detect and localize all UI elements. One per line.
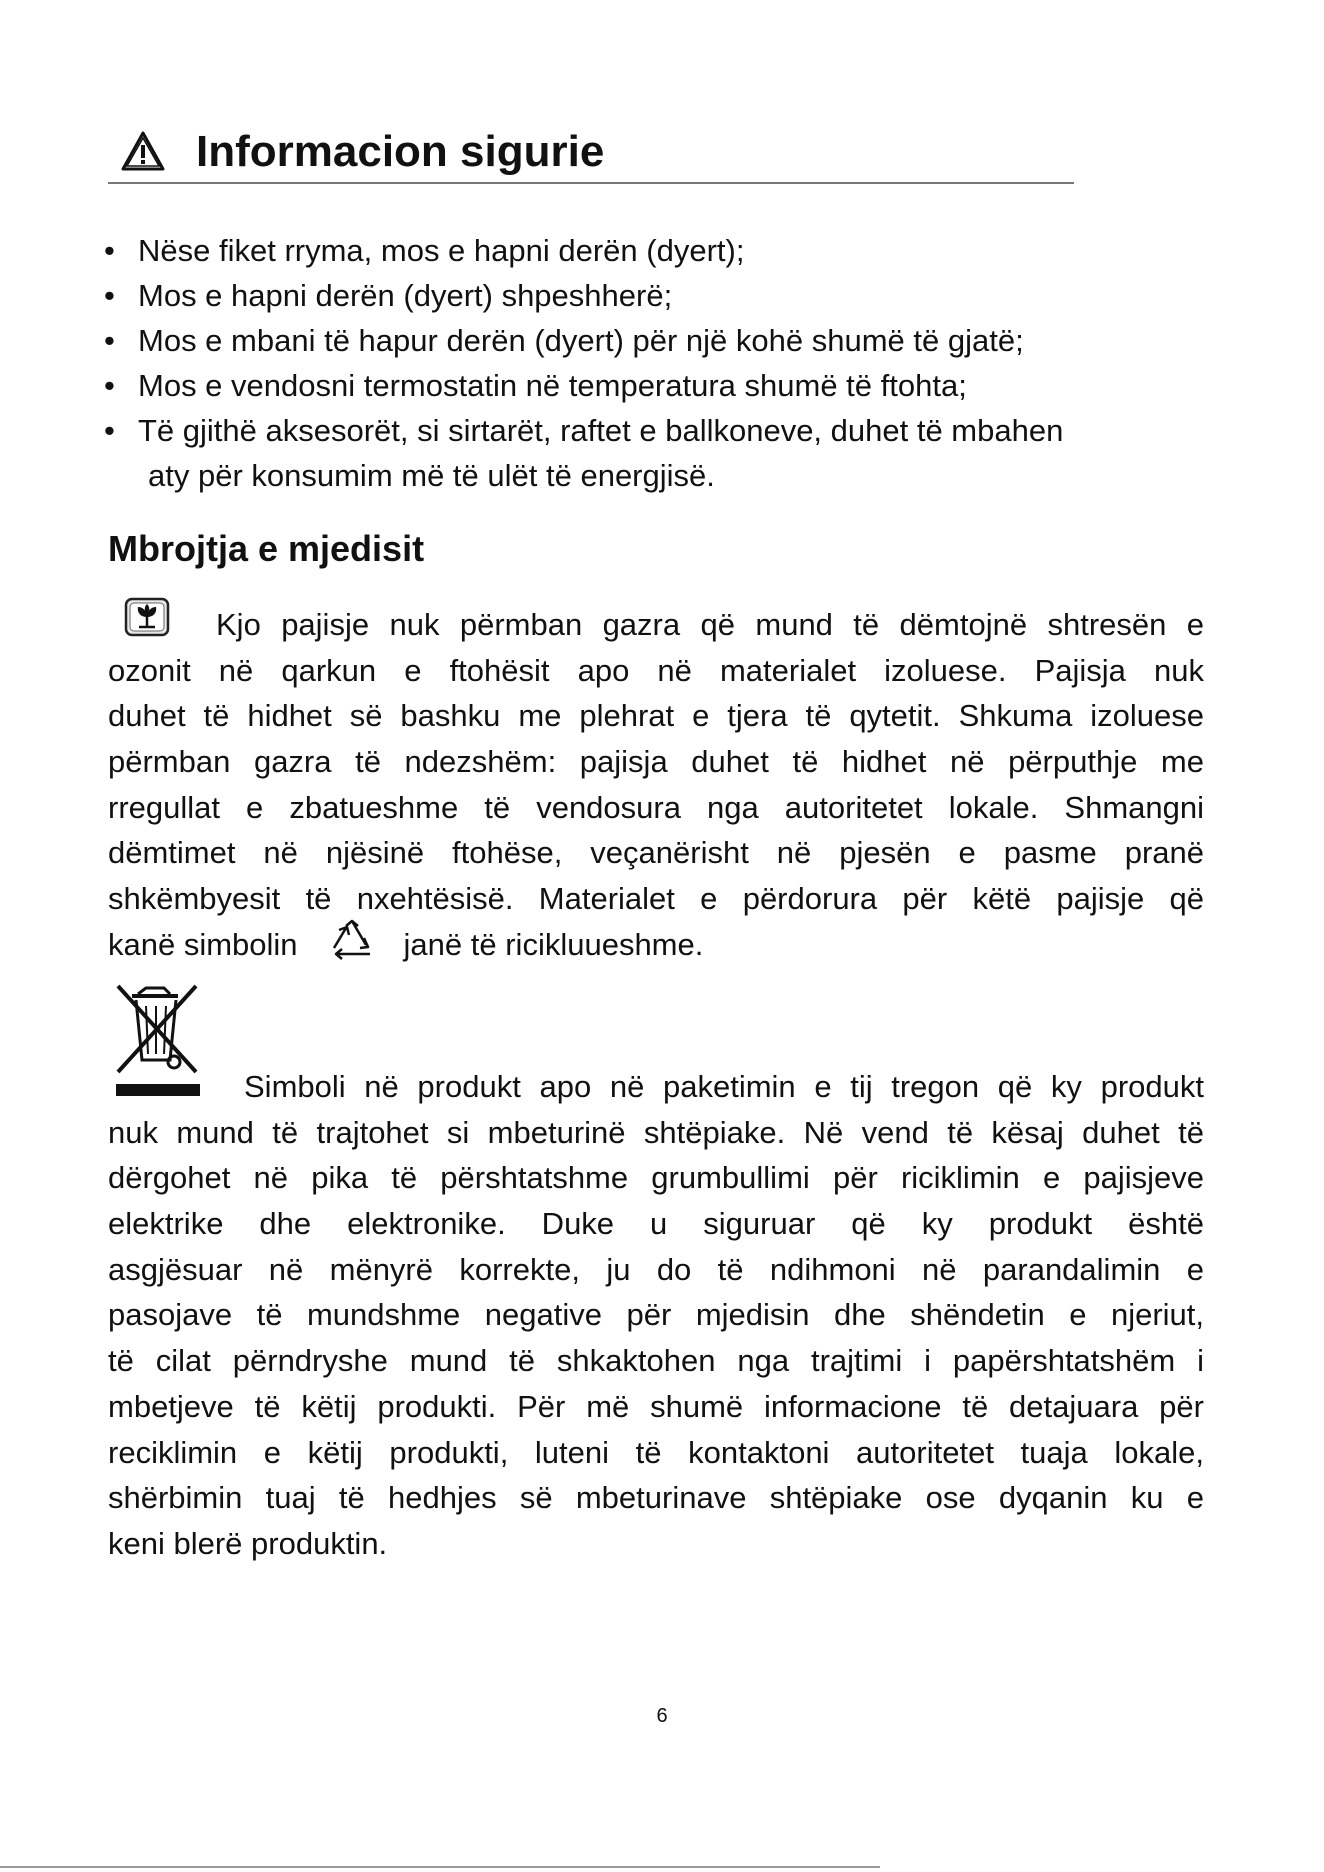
paragraph-line: nuk mund të trajtohet si mbeturinë shtëpiake. Në vend të kësaj duhet të <box>108 1114 1204 1150</box>
paragraph-line: keni blerë produktin. <box>108 1525 388 1561</box>
paragraph-line: përmban gazra të ndezshëm: pajisja duhet të hidhet në përputhje me <box>108 744 1204 780</box>
paragraph-line: elektrike dhe elektronike. Duke u siguruar që ky produkt është <box>108 1206 1204 1242</box>
paragraph-line: shkëmbyesit të nxehtësisë. Materialet e përdorura për këtë pajisje që <box>108 881 1204 917</box>
bottom-divider <box>0 1866 880 1868</box>
page-title: Informacion sigurie <box>196 127 605 176</box>
paragraph-line: të cilat përndryshe mund të shkaktohen nga trajtimi i papërshtatshëm i <box>108 1343 1204 1379</box>
weee-paragraph <box>108 1064 1204 1567</box>
paragraph-line: mbetjeve të këtij produkti. Për më shumë informacione të detajuara për <box>108 1388 1204 1424</box>
safety-bullet-list <box>104 228 1214 498</box>
paragraph-line: shërbimin tuaj të hedhjes së mbeturinave shtëpiake ose dyqanin ku e <box>108 1480 1204 1516</box>
list-item: • Mos e vendosni termostatin në temperatura shumë të ftohta; <box>104 368 967 403</box>
paragraph-line: kanë simbolin janë të ricikluueshme. <box>108 922 1204 968</box>
ozone-paragraph <box>108 602 1204 968</box>
paragraph-line: rregullat e zbatueshme të vendosura nga autoritetet lokale. Shmangni <box>108 789 1204 825</box>
list-item-continuation: aty për konsumim më të ulët të energjisë. <box>148 458 715 493</box>
list-item: • Të gjithë aksesorët, si sirtarët, raftet e ballkoneve, duhet të mbahen aty për konsumim më të ulët të energjisë. <box>104 408 1214 498</box>
list-item: • Mos e mbani të hapur derën (dyert) për një kohë shumë të gjatë; <box>104 323 1024 358</box>
paragraph-line: Kjo pajisje nuk përmban gazra që mund të dëmtojnë shtresën e <box>216 607 1204 642</box>
paragraph-line: pasojave të mundshme negative për mjedisin dhe shëndetin e njeriut, <box>108 1297 1204 1333</box>
paragraph-line: dërgohet në pika të përshtatshme grumbullimi për riciklimin e pajisjeve <box>108 1160 1204 1196</box>
paragraph-line: reciklimin e këtij produkti, luteni të kontaktoni autoritetet tuaja lokale, <box>108 1434 1204 1470</box>
paragraph-line: Simboli në produkt apo në paketimin e tij tregon që ky produkt <box>244 1069 1204 1104</box>
title-divider <box>108 182 1074 184</box>
paragraph-line: ozonit në qarkun e ftohësit apo në materialet izoluese. Pajisja nuk <box>108 652 1204 688</box>
list-item: • Nëse fiket rryma, mos e hapni derën (dyert); <box>104 233 745 268</box>
recycle-icon <box>326 918 378 964</box>
section-heading: Mbrojtja e mjedisit <box>108 528 425 569</box>
paragraph-line: asgjësuar në mënyrë korrekte, ju do të ndihmoni në parandalimin e <box>108 1251 1204 1287</box>
paragraph-line: dëmtimet në njësinë ftohëse, veçanërisht në pjesën e pasme pranë <box>108 835 1204 871</box>
list-item: • Mos e hapni derën (dyert) shpeshherë; <box>104 278 673 313</box>
title-row <box>108 120 1073 184</box>
page-number: 6 <box>656 1705 668 1727</box>
warning-triangle-icon <box>120 130 166 172</box>
paragraph-line: duhet të hidhet së bashku me plehrat e tjera të qytetit. Shkuma izoluese <box>108 698 1204 734</box>
